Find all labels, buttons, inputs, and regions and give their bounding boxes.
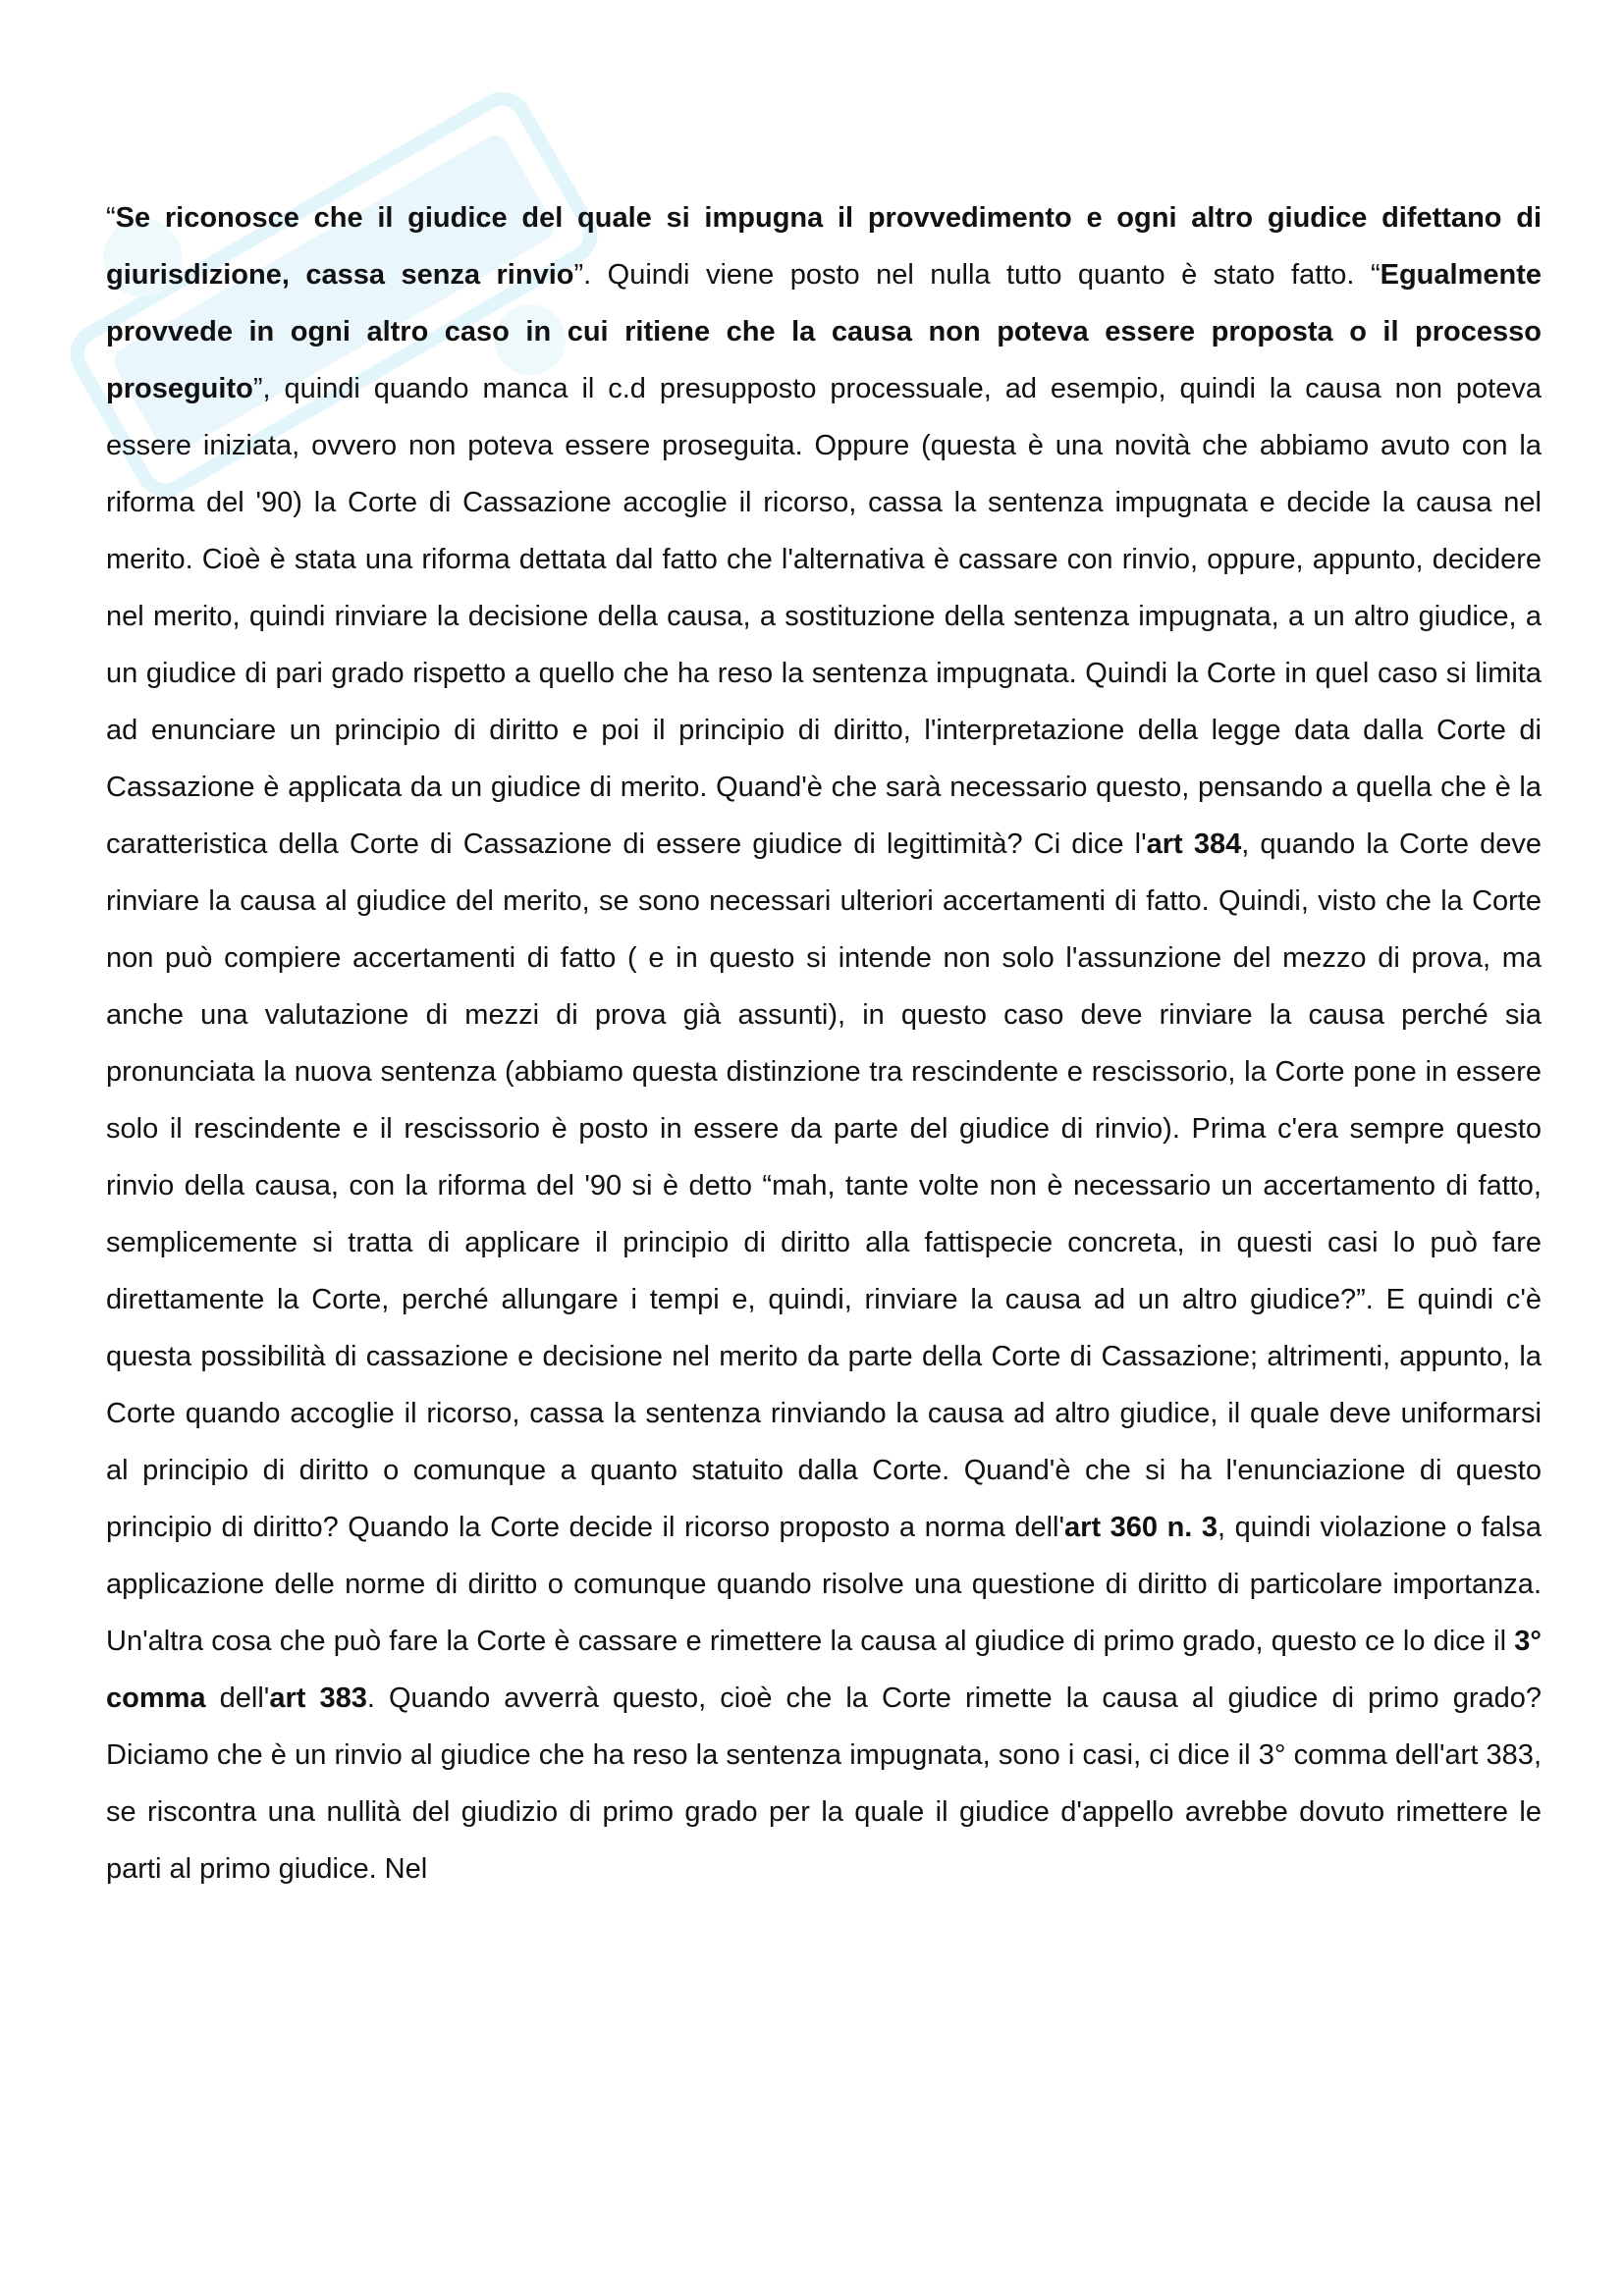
document-body-text xyxy=(106,189,1542,1897)
bold-text-run: 3° comma xyxy=(106,1626,1542,1714)
text-run: “ xyxy=(106,202,116,234)
bold-text-run: Egualmente provvede in ogni altro caso in cui ritiene che la causa non poteva essere proposta o il processo proseguito xyxy=(106,259,1542,404)
text-run: , quindi violazione o falsa applicazione delle norme di diritto o comunque quando risolve una questione di diritto di particolare importanza. Un'altra cosa che può fare la Corte è cassare e rimettere la causa al giudice di primo grado, questo ce lo dice il xyxy=(106,1512,1542,1657)
text-run: dell' xyxy=(205,1682,270,1714)
bold-text-run: art 360 n. 3 xyxy=(1064,1512,1218,1543)
text-run: , quando la Corte deve rinviare la causa al giudice del merito, se sono necessari ulteriori accertamenti di fatto. Quindi, visto che la Corte non può compiere accertamenti di fatto ( e in questo si intende non solo l'assunzione del mezzo di prova, ma anche una valutazione di mezzi di prova già assunti), in questo caso deve rinviare la causa perché sia pronunciata la nuova sentenza (abbiamo questa distinzione tra rescindente e rescissorio, la Corte pone in essere solo il rescindente e il rescissorio è posto in essere da parte del giudice di rinvio). Prima c'era sempre questo rinvio della causa, con la riforma del '90 si è detto “mah, tante volte non è necessario un accertamento di fatto, semplicemente si tratta di applicare il principio di diritto alla fattispecie concreta, in questi casi lo può fare direttamente la Corte, perché allungare i tempi e, quindi, rinviare la causa ad un altro giudice?”. E quindi c'è questa possibilità di cassazione e decisione nel merito da parte della Corte di Cassazione; altrimenti, appunto, la Corte quando accoglie il ricorso, cassa la sentenza rinviando la causa ad altro giudice, il quale deve uniformarsi al principio di diritto o comunque a quanto statuito dalla Corte. Quand'è che si ha l'enunciazione di questo principio di diritto? Quando la Corte decide il ricorso proposto a norma dell' xyxy=(106,828,1542,1543)
text-run: ”. Quindi viene posto nel nulla tutto quanto è stato fatto. “ xyxy=(573,259,1380,291)
bold-text-run: Se riconosce che il giudice del quale si impugna il provvedimento e ogni altro giudice difettano di giurisdizione, cassa senza rinvio xyxy=(106,202,1542,291)
bold-text-run: art 383 xyxy=(269,1682,367,1714)
bold-text-run: art 384 xyxy=(1146,828,1242,860)
text-run: ”, quindi quando manca il c.d presupposto processuale, ad esempio, quindi la causa non poteva essere iniziata, ovvero non poteva essere proseguita. Oppure (questa è una novità che abbiamo avuto con la riforma del '90) la Corte di Cassazione accoglie il ricorso, cassa la sentenza impugnata e decide la causa nel merito. Cioè è stata una riforma dettata dal fatto che l'alternativa è cassare con rinvio, oppure, appunto, decidere nel merito, quindi rinviare la decisione della causa, a sostituzione della sentenza impugnata, a un altro giudice, a un giudice di pari grado rispetto a quello che ha reso la sentenza impugnata. Quindi la Corte in quel caso si limita ad enunciare un principio di diritto e poi il principio di diritto, l'interpretazione della legge data dalla Corte di Cassazione è applicata da un giudice di merito. Quand'è che sarà necessario questo, pensando a quella che è la caratteristica della Corte di Cassazione di essere giudice di legittimità? Ci dice l' xyxy=(106,373,1542,860)
text-run: . Quando avverrà questo, cioè che la Corte rimette la causa al giudice di primo grado? Diciamo che è un rinvio al giudice che ha reso la sentenza impugnata, sono i casi, ci dice il 3° comma dell'art 383, se riscontra una nullità del giudizio di primo grado per la quale il giudice d'appello avrebbe dovuto rimettere le parti al primo giudice. Nel xyxy=(106,1682,1542,1885)
